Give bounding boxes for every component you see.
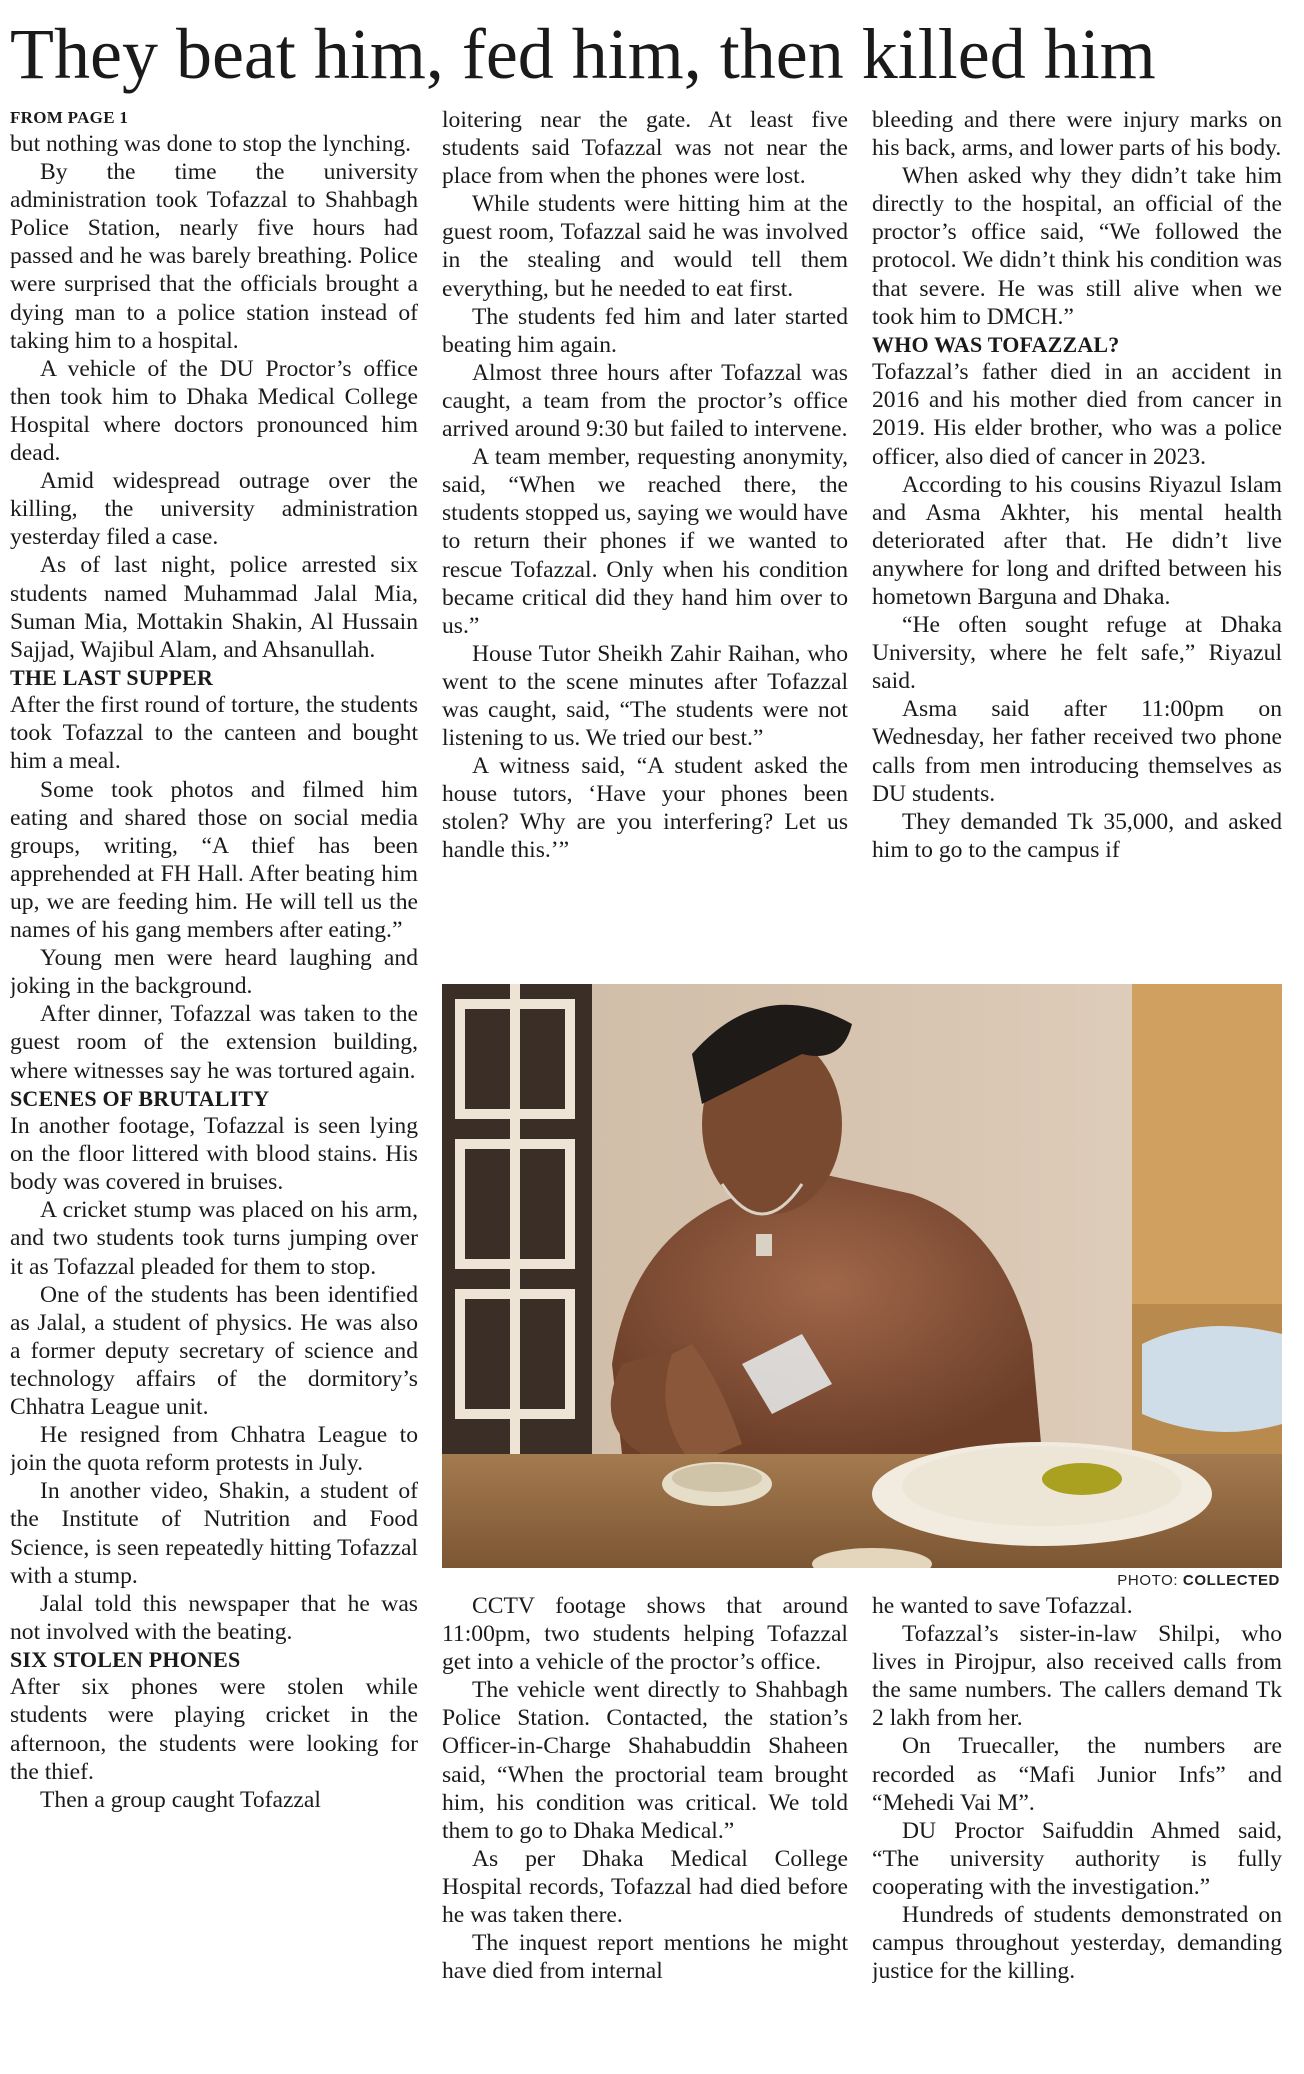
paragraph: While students were hitting him at the guest room, Tofazzal said he was involved in the stealing and would tell them everything, but he needed to eat first.	[442, 191, 848, 302]
paragraph: On Truecaller, the numbers are recorded as “Mafi Junior Infs” and “Mehedi Vai M”.	[872, 1733, 1282, 1816]
paragraph: When asked why they didn’t take him directly to the hospital, an official of the proctor’s office said, “We followed the protocol. We didn’t think his condition was that severe. He was still alive when we took him to DMCH.”	[872, 163, 1282, 330]
paragraph: Young men were heard laughing and joking in the background.	[10, 945, 418, 1000]
paragraph: Then a group caught Tofazzal	[40, 1786, 321, 1813]
paragraph: After the first round of torture, the students took Tofazzal to the canteen and bought him a meal.	[10, 692, 418, 775]
news-photo	[442, 984, 1282, 1568]
paragraph: loitering near the gate. At least five students said Tofazzal was not near the place from when the phones were lost.	[442, 107, 848, 190]
paragraph: Asma said after 11:00pm on Wednesday, her father received two phone calls from men introducing themselves as DU students.	[872, 696, 1282, 807]
paragraph: As per Dhaka Medical College Hospital records, Tofazzal had died before he was taken there.	[442, 1845, 848, 1929]
article-column-1	[10, 106, 418, 2070]
paragraph: A team member, requesting anonymity, said, “When we reached there, the students stopped us, saying we would have to return their phones if we wanted to rescue Tofazzal. Only when his condition became critical did they hand him over to us.”	[442, 444, 848, 639]
photo-credit-source: COLLECTED	[1182, 1572, 1280, 1589]
paragraph: Tofazzal’s father died in an accident in 2016 and his mother died from cancer in 2019. His elder brother, who was a police officer, also died of cancer in 2023.	[872, 359, 1282, 470]
paragraph: Tofazzal’s sister-in-law Shilpi, who lives in Pirojpur, also received calls from the same numbers. The callers demand Tk 2 lakh from her.	[872, 1621, 1282, 1732]
paragraph: In another video, Shakin, a student of the Institute of Nutrition and Food Science, is seen repeatedly hitting Tofazzal with a stump.	[10, 1478, 418, 1589]
paragraph: The inquest report mentions he might have died from internal	[442, 1930, 848, 1985]
paragraph: Almost three hours after Tofazzal was caught, a team from the proctor’s office arrived around 9:30 but failed to intervene.	[442, 359, 848, 443]
paragraph: In another footage, Tofazzal is seen lying on the floor littered with blood stains. His body was covered in bruises.	[10, 1113, 418, 1196]
paragraph: According to his cousins Riyazul Islam and Asma Akhter, his mental health deteriorated after that. He didn’t live anywhere for long and drifted between his hometown Barguna and Dhaka.	[872, 471, 1282, 610]
paragraph: bleeding and there were injury marks on his back, arms, and lower parts of his body.	[872, 107, 1282, 162]
paragraph: “He often sought refuge at Dhaka University, where he felt safe,” Riyazul said.	[872, 612, 1282, 695]
subhead-scenes-of-brutality: SCENES OF BRUTALITY	[10, 1085, 270, 1111]
paragraph: A vehicle of the DU Proctor’s office then took him to Dhaka Medical College Hospital where doctors pronounced him dead.	[10, 355, 418, 467]
paragraph: Jalal told this newspaper that he was not involved with the beating.	[10, 1590, 418, 1645]
paragraph: The students fed him and later started beating him again.	[442, 303, 848, 358]
photo-credit	[1000, 1572, 1280, 1590]
from-page-label: FROM PAGE 1	[10, 108, 129, 127]
paragraph: CCTV footage shows that around 11:00pm, two students helping Tofazzal get into a vehicle of the proctor’s office.	[442, 1593, 848, 1676]
paragraph: One of the students has been identified as Jalal, a student of physics. He was also a former deputy secretary of science and technology affairs of the dormitory’s Chhatra League unit.	[10, 1281, 418, 1421]
paragraph: He resigned from Chhatra League to join the quota reform protests in July.	[10, 1422, 418, 1477]
paragraph: Hundreds of students demonstrated on campus throughout yesterday, demanding justice for the killing.	[872, 1902, 1282, 1985]
subhead-last-supper: THE LAST SUPPER	[10, 664, 214, 690]
paragraph: After dinner, Tofazzal was taken to the guest room of the extension building, where witnesses say he was tortured again.	[10, 1001, 418, 1084]
article-column-2	[442, 106, 848, 978]
paragraph: House Tutor Sheikh Zahir Raihan, who went to the scene minutes after Tofazzal was caught, said, “The students were not listening to us. We tried our best.”	[442, 640, 848, 752]
paragraph: They demanded Tk 35,000, and asked him to go to the campus if	[872, 808, 1282, 863]
paragraph: A cricket stump was placed on his arm, and two students took turns jumping over it as Tofazzal pleaded for them to stop.	[10, 1197, 418, 1280]
paragraph: The vehicle went directly to Shahbagh Police Station. Contacted, the station’s Officer-in-Charge Shahabuddin Shaheen said, “When the proctorial team brought him, his condition was critical. We told them to go to Dhaka Medical.”	[442, 1677, 848, 1844]
article-column-3	[872, 106, 1282, 978]
paragraph: DU Proctor Saifuddin Ahmed said, “The university authority is fully cooperating with the investigation.”	[872, 1817, 1282, 1900]
paragraph: By the time the university administration took Tofazzal to Shahbagh Police Station, nearly five hours had passed and he was barely breathing. Police were surprised that the officials brought a dying man to a police station instead of taking him to a hospital.	[10, 159, 418, 354]
subhead-who-was-tofazzal: WHO WAS TOFAZZAL?	[872, 331, 1120, 357]
paragraph: but nothing was done to stop the lynching.	[10, 131, 412, 157]
subhead-six-stolen-phones: SIX STOLEN PHONES	[10, 1646, 241, 1672]
paragraph: A witness said, “A student asked the house tutors, ‘Have your phones been stolen? Why are you interfering? Let us handle this.’”	[442, 753, 848, 864]
paragraph: As of last night, police arrested six students named Muhammad Jalal Mia, Suman Mia, Mottakin Shakin, Al Hussain Sajjad, Wajibul Alam, and Ahsanullah.	[10, 552, 418, 663]
article-column-4	[442, 1592, 848, 2070]
photo-credit-prefix: PHOTO:	[1117, 1572, 1179, 1589]
article-column-5	[872, 1592, 1282, 2070]
photo-illustration	[442, 984, 1282, 1568]
paragraph: Amid widespread outrage over the killing, the university administration yesterday filed a case.	[10, 468, 418, 551]
paragraph: After six phones were stolen while students were playing cricket in the afternoon, the students were looking for the thief.	[10, 1674, 418, 1785]
paragraph: he wanted to save Tofazzal.	[872, 1593, 1133, 1619]
paragraph: Some took photos and filmed him eating and shared those on social media groups, writing, “A thief has been apprehended at FH Hall. After beating him up, we are feeding him. He will tell us the names of his gang members after eating.”	[10, 776, 418, 944]
headline: They beat him, fed him, then killed him	[10, 14, 1156, 94]
